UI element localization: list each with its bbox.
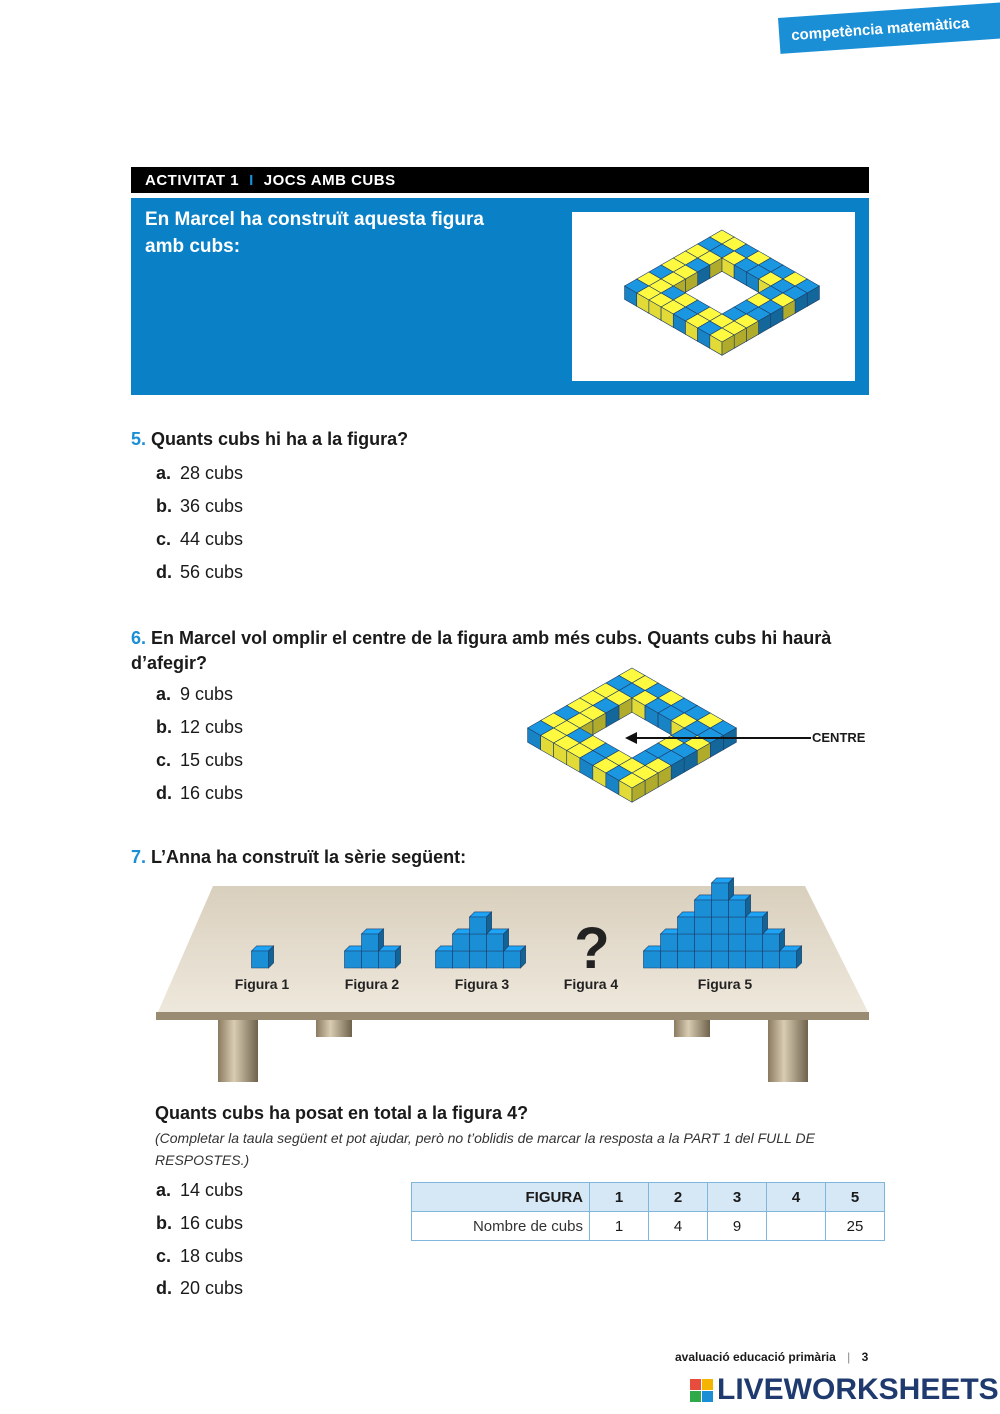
cube-face [763,934,780,951]
cube-face [746,934,763,951]
cube-face [504,951,521,968]
cube-face [453,951,470,968]
competence-badge: competència matemàtica [778,2,1000,54]
cube-face [678,934,695,951]
cube-face [345,951,362,968]
q5-option-b[interactable]: b. 36 cubs [156,496,244,516]
question-7-hint: (Completar la taula següent et pot ajudar, però no t’oblidis de marcar la resposta a la PART 1 del FULL DE RESPOSTES.) [155,1130,815,1168]
q5-option-d[interactable]: d. 56 cubs [156,562,244,582]
table-leg [768,1017,808,1082]
footer-text: avaluació educació primària [675,1350,836,1364]
cube [379,946,401,968]
table-col-header: 1 [590,1183,649,1212]
question-text: L’Anna ha construït la sèrie següent: [151,847,467,867]
cube-face [712,900,729,917]
centre-label: CENTRE [812,730,866,745]
cube-face [729,934,746,951]
cube-face [362,951,379,968]
q6-option-c[interactable]: c. 15 cubs [156,750,244,770]
q5-option-c[interactable]: c. 44 cubs [156,529,244,549]
q6-option-a[interactable]: a. 9 cubs [156,684,234,704]
figure-label: Figura 4 [563,976,619,992]
cube-face [695,934,712,951]
cube-face [746,951,763,968]
table-edge [156,1012,869,1020]
watermark-text: LIVEWORKSHEETS [717,1373,999,1406]
footer [675,1350,868,1364]
cube [470,912,492,934]
cube [362,929,384,951]
question-text: En Marcel vol omplir el centre de la figura amb més cubs. Quants cubs hi haurà d’afegir? [131,628,832,673]
cube [746,912,768,934]
activity-separator: I [249,171,254,189]
unknown-figure-mark: ? [574,916,610,981]
series-table [411,1182,885,1241]
cube-face [712,934,729,951]
cube-face [487,934,504,951]
cube-face [487,951,504,968]
cube-face [763,951,780,968]
table-header-label: FIGURA [412,1183,590,1212]
cube-face [780,951,797,968]
cube-face [362,934,379,951]
ring-figure-frame [572,212,855,381]
cube-face [470,917,487,934]
table-cell: 4 [649,1212,708,1241]
figure-label: Figura 5 [697,976,753,992]
question-number: 5. [131,429,147,449]
cube-face [470,951,487,968]
cube-face [695,900,712,917]
cube-face [729,917,746,934]
cube-face [695,951,712,968]
q5-option-a[interactable]: a. 28 cubs [156,463,244,483]
cube-face [712,917,729,934]
table-scene [150,872,875,1087]
cube-face [678,917,695,934]
q7-option-b[interactable]: b. 16 cubs [156,1213,244,1233]
cube-face [252,951,269,968]
cube-face [436,951,453,968]
cube-face [661,934,678,951]
cube-face [379,951,396,968]
cube [712,878,734,900]
table-cell-input[interactable] [767,1212,826,1241]
centre-arrow [625,730,815,746]
cube-face [453,934,470,951]
cube-face [729,951,746,968]
figure-label: Figura 3 [454,976,510,992]
question-7 [131,847,466,868]
figure-label: Figura 1 [234,976,290,992]
cube-face [678,951,695,968]
table-col-header: 2 [649,1183,708,1212]
cube-ring-figure [572,212,855,381]
table-cell: 1 [590,1212,649,1241]
table-header-row [412,1183,885,1212]
watermark-logo-icon [690,1379,713,1402]
table-row [412,1212,885,1241]
cube-face [695,917,712,934]
question-number: 7. [131,847,147,867]
question-7-subquestion: Quants cubs ha posat en total a la figura 4? [155,1103,529,1123]
q6-option-d[interactable]: d. 16 cubs [156,783,244,803]
q6-option-b[interactable]: b. 12 cubs [156,717,244,737]
intro-text: En Marcel ha construït aquesta figura amb cubs: [145,209,484,257]
footer-divider: | [847,1350,851,1364]
cube-face [729,900,746,917]
table-row-label: Nombre de cubs [412,1212,590,1241]
cube [252,946,274,968]
activity-title: JOCS AMB CUBS [263,171,396,189]
cube-face [712,951,729,968]
table-col-header: 3 [708,1183,767,1212]
table-col-header: 4 [767,1183,826,1212]
cube-face [470,934,487,951]
table-col-header: 5 [826,1183,885,1212]
page-number: 3 [861,1350,869,1364]
question-5 [131,429,408,450]
cube-face [712,883,729,900]
cube-face [644,951,661,968]
watermark [690,1373,999,1407]
cube [763,929,785,951]
table-cell: 25 [826,1212,885,1241]
cube [487,929,509,951]
cube [504,946,526,968]
cube-face [661,951,678,968]
activity-label: ACTIVITAT 1 [145,171,240,189]
cube [780,946,802,968]
q7-option-c[interactable]: c. 18 cubs [156,1246,244,1266]
question-text: Quants cubs hi ha a la figura? [151,429,409,449]
cube [729,895,751,917]
activity-header [131,167,869,193]
question-number: 6. [131,628,147,648]
q7-option-a[interactable]: a. 14 cubs [156,1180,244,1200]
table-leg [218,1017,258,1082]
table-cell: 9 [708,1212,767,1241]
figure-label: Figura 2 [344,976,400,992]
cube-face [746,917,763,934]
q7-option-d[interactable]: d. 20 cubs [156,1278,244,1298]
